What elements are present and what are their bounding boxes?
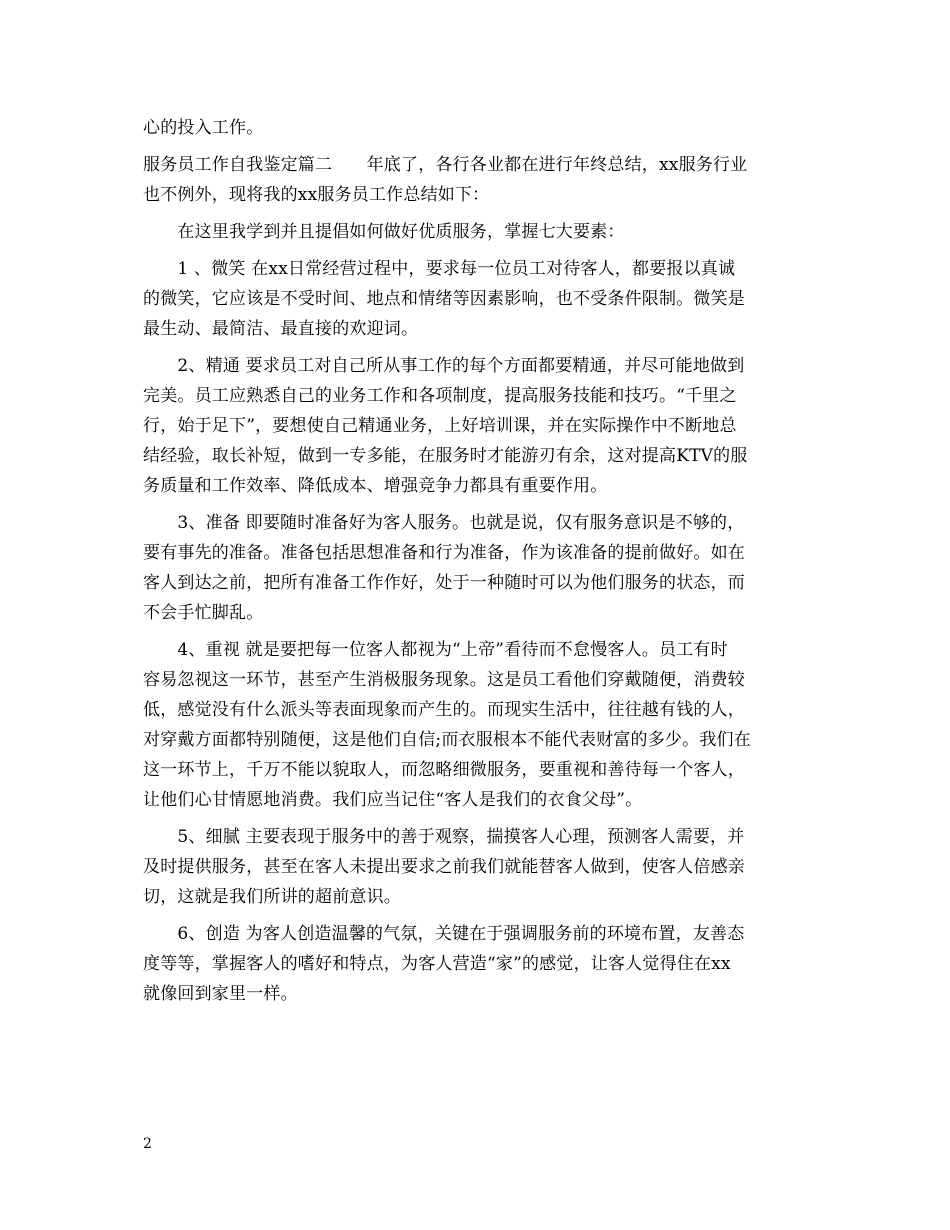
text-line: 结经验，取长补短，做到一专多能，在服务时才能游刃有余，这对提高KTV的服 (143, 446, 748, 466)
page-number: 2 (143, 1136, 152, 1152)
text-line: 5、细腻 主要表现于服务中的善于观察，揣摸客人心理，预测客人需要，并 (143, 827, 745, 847)
paragraph (143, 254, 813, 344)
paragraph-gap (143, 815, 813, 822)
text-line: 行，始于足下”，要想使自己精通业务，上好培训课，并在实际操作中不断地总 (143, 416, 737, 436)
text-line: 就像回到家里一样。 (143, 984, 298, 1004)
paragraph (143, 150, 813, 210)
paragraph-gap (143, 344, 813, 351)
paragraph (143, 635, 813, 815)
text-line: 最生动、最简洁、最直接的欢迎词。 (143, 319, 419, 339)
text-line: 心的投入工作。 (143, 118, 264, 138)
document-body (143, 113, 813, 1009)
text-line: 6、创造 为客人创造温馨的气氛，关键在于强调服务前的环境布置，友善态 (143, 924, 745, 944)
paragraph (143, 113, 813, 143)
paragraph (143, 919, 813, 1009)
text-line: 这一环节上，千万不能以貌取人，而忽略细微服务，要重视和善待每一个客人， (143, 760, 745, 780)
text-line: 及时提供服务，甚至在客人未提出要求之前我们就能替客人做到，使客人倍感亲 (143, 857, 745, 877)
text-line: 服务员工作自我鉴定篇二 年底了，各行各业都在进行年终总结，xx服务行业 (143, 155, 748, 175)
paragraph (143, 822, 813, 912)
text-line: 容易忽视这一环节，甚至产生消极服务现象。这是员工看他们穿戴随便，消费较 (143, 670, 745, 690)
text-line: 3、准备 即要随时准备好为客人服务。也就是说，仅有服务意识是不够的， (143, 513, 745, 533)
text-line: 低，感觉没有什么派头等表面现象而产生的。而现实生活中，往往越有钱的人， (143, 700, 745, 720)
text-line: 也不例外，现将我的xx服务员工作总结如下： (143, 185, 490, 205)
paragraph (143, 508, 813, 628)
paragraph-gap (143, 143, 813, 150)
paragraph-gap (143, 247, 813, 254)
text-line: 对穿戴方面都特别随便，这是他们自信;而衣服根本不能代表财富的多少。我们在 (143, 730, 751, 750)
text-line: 的微笑，它应该是不受时间、地点和情绪等因素影响，也不受条件限制。微笑是 (143, 289, 745, 309)
text-line: 务质量和工作效率、降低成本、增强竞争力都具有重要作用。 (143, 476, 608, 496)
text-line: 在这里我学到并且提倡如何做好优质服务，掌握七大要素： (143, 222, 625, 242)
text-line: 切，这就是我们所讲的超前意识。 (143, 887, 401, 907)
text-line: 1 、微笑 在xx日常经营过程中，要求每一位员工对待客人，都要报以真诚 (143, 259, 736, 279)
text-line: 客人到达之前，把所有准备工作作好，处于一种随时可以为他们服务的状态，而 (143, 573, 745, 593)
paragraph (143, 351, 813, 501)
text-line: 度等等，掌握客人的嗜好和特点，为客人营造“家”的感觉，让客人觉得住在xx (143, 954, 731, 974)
text-line: 4、重视 就是要把每一位客人都视为“上帝”看待而不怠慢客人。员工有时 (143, 640, 728, 660)
paragraph (143, 217, 813, 247)
paragraph-gap (143, 912, 813, 919)
text-line: 完美。员工应熟悉自己的业务工作和各项制度，提高服务技能和技巧。“千里之 (143, 386, 737, 406)
text-line: 让他们心甘情愿地消费。我们应当记住“客人是我们的衣食父母”。 (143, 790, 643, 810)
text-line: 2、精通 要求员工对自己所从事工作的每个方面都要精通，并尽可能地做到 (143, 356, 745, 376)
text-line: 要有事先的准备。准备包括思想准备和行为准备，作为该准备的提前做好。如在 (143, 543, 745, 563)
paragraph-gap (143, 210, 813, 217)
text-line: 不会手忙脚乱。 (143, 603, 264, 623)
paragraph-gap (143, 628, 813, 635)
paragraph-gap (143, 501, 813, 508)
